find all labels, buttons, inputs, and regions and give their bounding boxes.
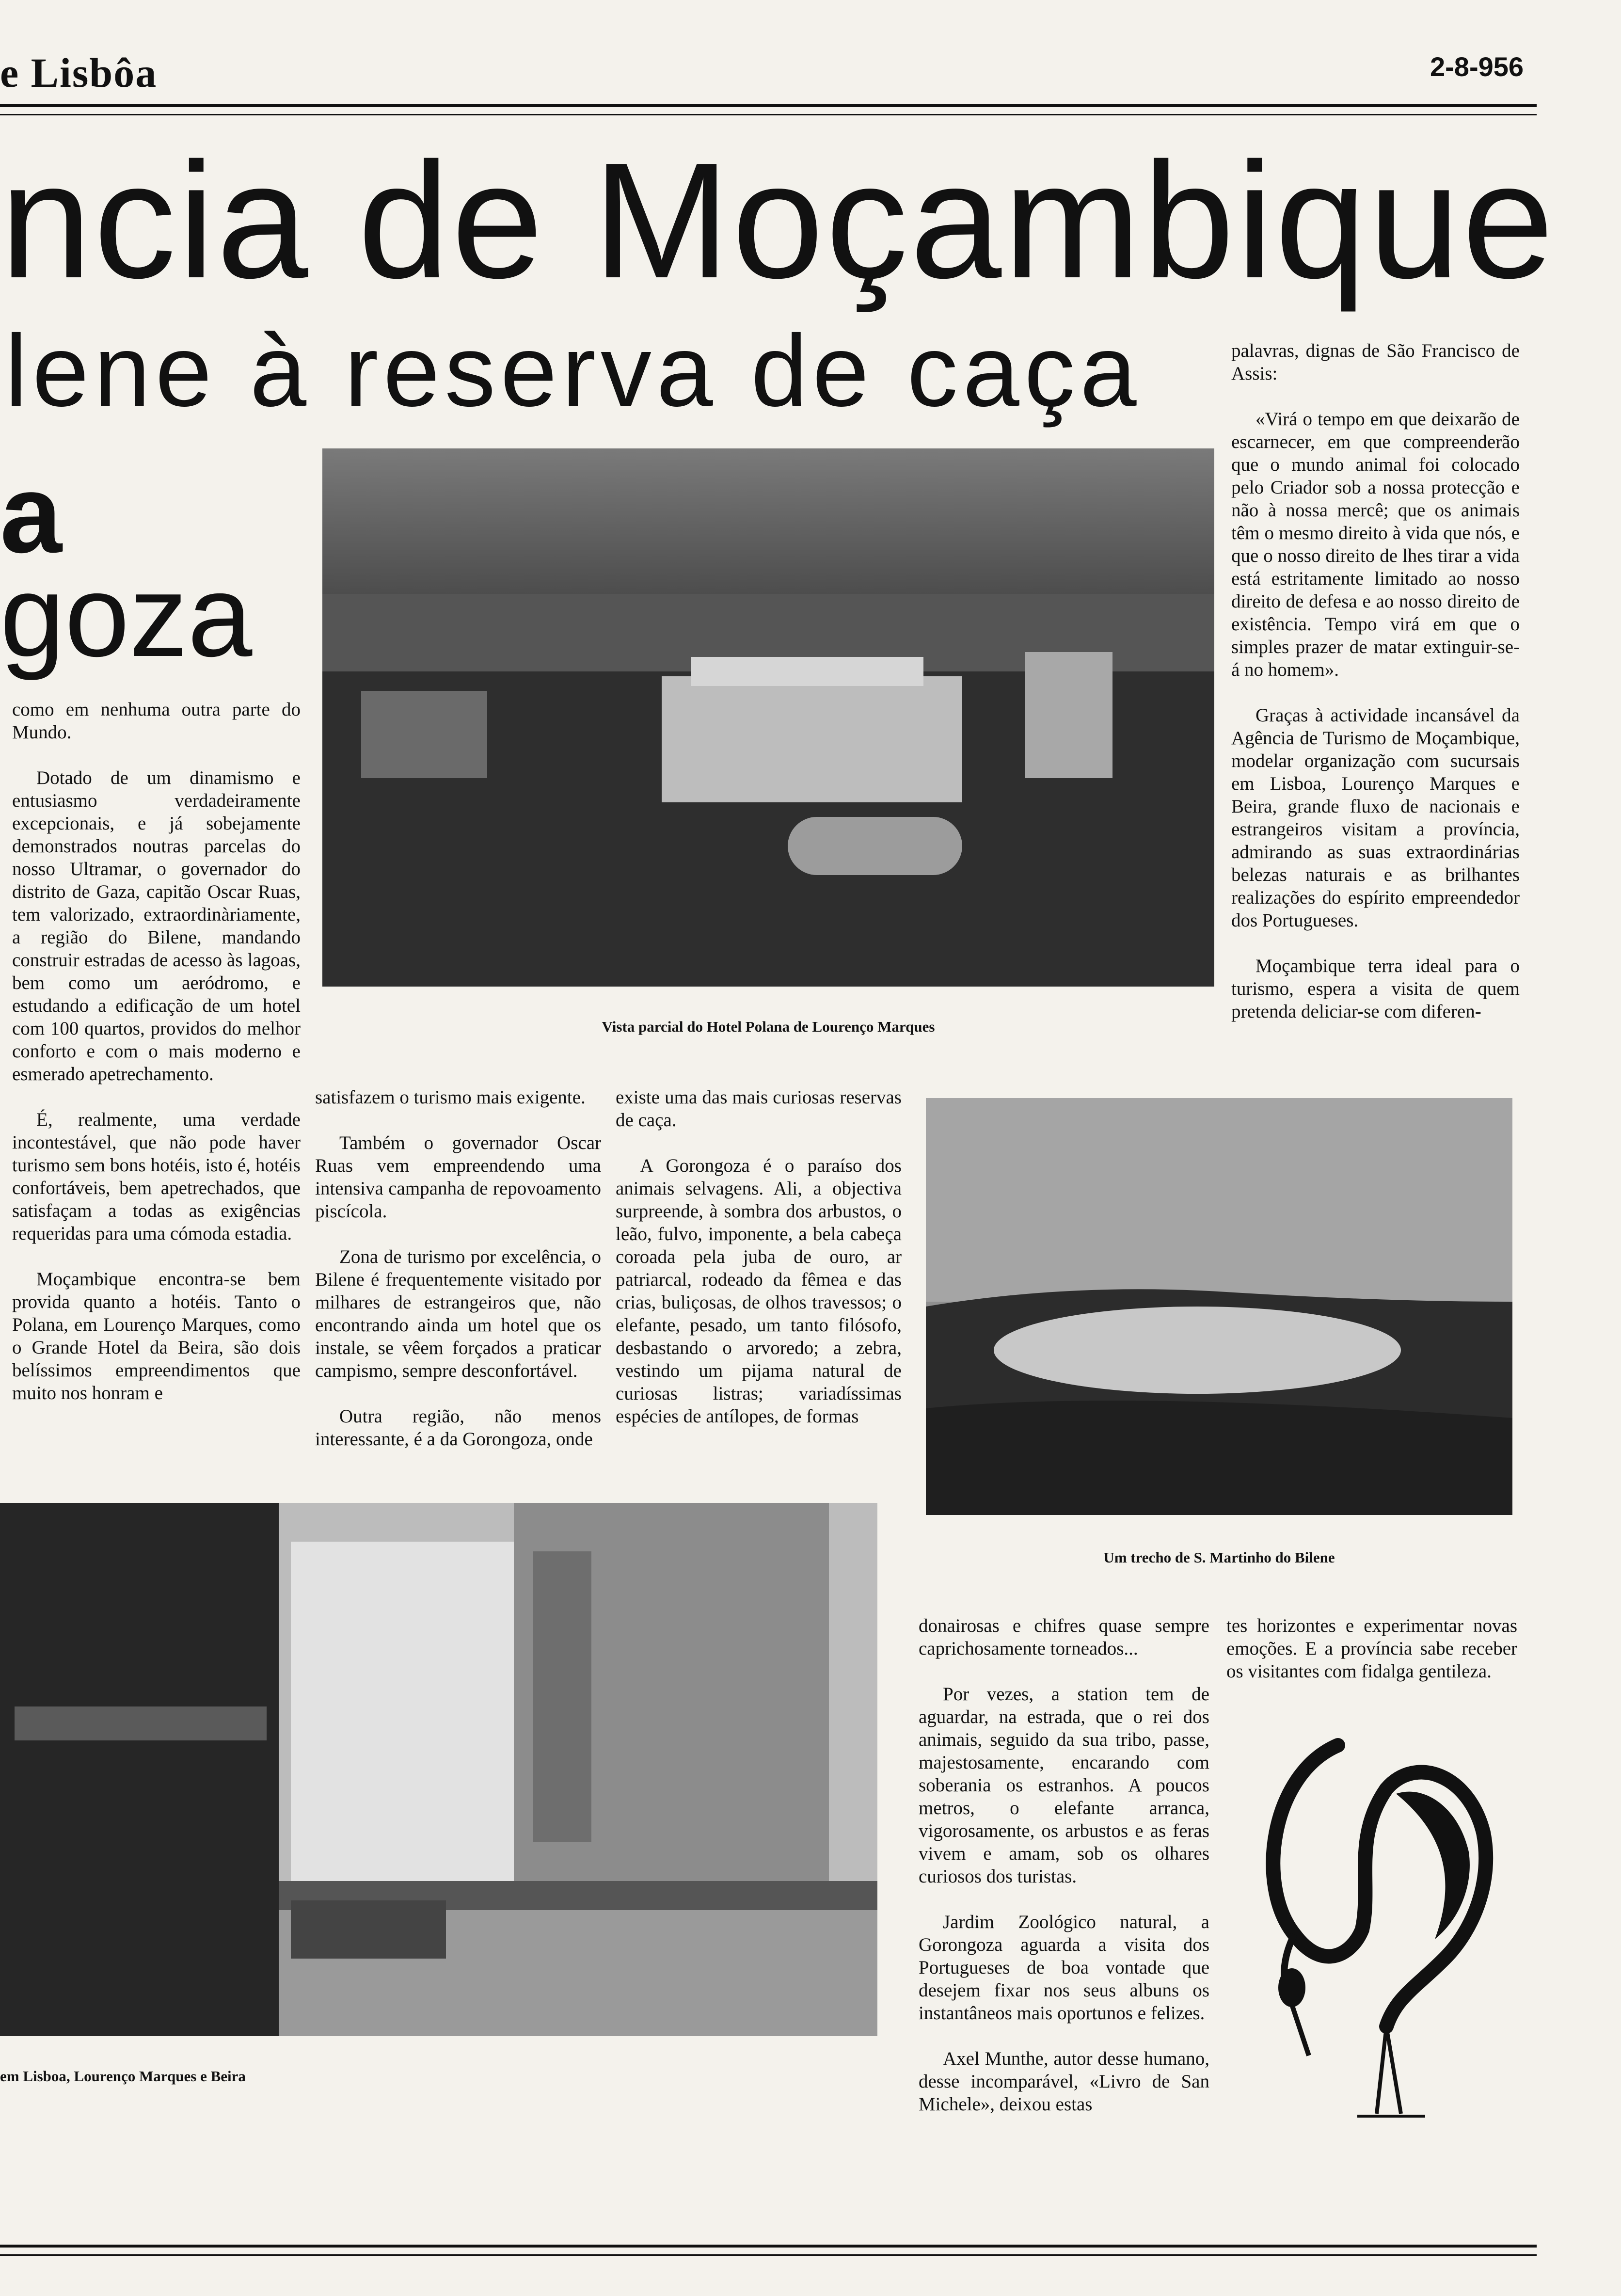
col3-paragraph-2: A Gorongoza é o paraíso dos animais selvagens. Ali, a objectiva surpreende, à sombra dos arbustos, o leão, fulvo, imponente, a bela cabeça coroada pela juba de ouro, ar patriarcal, rodeado da fêmea e das crias, buliçosas, de olhos travessos; o elefante, pesado, um tanto filósofo, desbastando o arvoredo; a zebra, vestindo um pijama natural de curiosas listras; variadíssimas espécies de antílopes, de formas <box>616 1155 902 1427</box>
right-paragraph-3: Graças à actividade incansável da Agência de Turismo de Moçambique, modelar organização com sucursais em Lisboa, Lourenço Marques e Beira, grande fluxo de nacionais e estrangeiros visitam a província, admirando as suas extraordinárias belezas naturais e as brilhantes realizações do espírito empreendedor dos Portugueses. <box>1231 705 1520 931</box>
col1-paragraph-4: Moçambique encontra-se bem provida quanto a hotéis. Tanto o Polana, em Lourenço Marques, como o Grande Hotel da Beira, são dois belíssimos empreendimentos que muito nos honram e <box>12 1269 301 1403</box>
header-rule <box>0 104 1537 107</box>
headline-line-2: lene à reserva de caça <box>5 314 1142 428</box>
col1-paragraph-2: Dotado de um dinamismo e entusiasmo verdadeiramente excepcionais, e já sobejamente demonstrados noutras parcelas do nosso Ultramar, o governador do distrito de Gaza, capitão Oscar Ruas, tem valorizado, extraordinàriamente, a região do Bilene, mandando construir estradas de acesso às lagoas, bem como um aeródromo, e estudando a edificação de um hotel com 100 quartos, providos do melhor conforto e com o mais moderno e esmerado apetrechamento. <box>12 767 301 1084</box>
offices-photo <box>0 1503 877 2036</box>
col2-paragraph-4: Outra região, não menos interessante, é a da Gorongoza, onde <box>315 1406 601 1450</box>
col1-paragraph-3: É, realmente, uma verdade incontestável, que não pode haver turismo sem bons hotéis, isto é, hotéis confortáveis, bem apetrechados, que satisfaçam a todas as exigências requeridas para uma cómoda estadia. <box>12 1109 301 1244</box>
article-column-3 <box>616 1086 902 1451</box>
offices-photo-caption: em Lisboa, Lourenço Marques e Beira <box>0 2068 246 2085</box>
article-column-2 <box>315 1086 601 1473</box>
article-column-1 <box>12 698 301 1427</box>
issue-date: 2-8-956 <box>1430 51 1524 82</box>
col2-paragraph-3: Zona de turismo por excelência, o Bilene é frequentemente visitado por milhares de estrangeiros que, não encontrando ainda um hotel que os instale, se vêem forçados a praticar campismo, sempre desconfortável. <box>315 1246 601 1381</box>
hotel-polana-photo <box>322 448 1214 987</box>
headline-line-1: ncia de Moçambique <box>0 128 1556 313</box>
bird-illustration <box>1241 1726 1503 2128</box>
bottom1-paragraph-1: donairosas e chifres quase sempre caprichosamente torneados... <box>919 1615 1209 1659</box>
col1-paragraph-1: como em nenhuma outra parte do Mundo. <box>12 699 301 743</box>
hotel-polana-illustration <box>322 448 1214 987</box>
col3-paragraph-1: existe uma das mais curiosas reservas de caça. <box>616 1087 902 1131</box>
header-rule-thin <box>0 114 1537 115</box>
footer-rule <box>0 2245 1537 2248</box>
masthead: e Lisbôa <box>0 49 158 96</box>
hotel-photo-caption: Vista parcial do Hotel Polana de Lourenço Marques <box>602 1018 935 1035</box>
headline-line-4: goza <box>0 551 253 681</box>
headline-line-3: a <box>0 451 62 576</box>
bilene-photo <box>926 1098 1512 1515</box>
col2-paragraph-1: satisfazem o turismo mais exigente. <box>315 1087 586 1108</box>
bilene-lagoon-illustration <box>926 1098 1512 1515</box>
right-paragraph-2: «Virá o tempo em que deixarão de escarnecer, em que compreenderão que o mundo animal foi colocado pelo Criador sob a nossa protecção e não à nossa mercê; que os animais têm o mesmo direito à vida que nós, e que o nosso direito de lhes tirar a vida está estritamente limitado ao nosso direito de defesa e ao nosso direito de existência. Tempo virá em que o simples prazer de matar extinguir-se-á no homem». <box>1231 409 1520 680</box>
bottom1-paragraph-2: Por vezes, a station tem de aguardar, na estrada, que o rei dos animais, seguido da sua tribo, passe, majestosamente, encarando com soberania os estranhos. A poucos metros, o elefante arranca, vigorosamente, os arbustos e as feras vivem e amam, sob os olhares curiosos dos turistas. <box>919 1684 1209 1887</box>
bottom1-paragraph-3: Jardim Zoológico natural, a Gorongoza aguarda a visita dos Portugueses de boa vontade que desejem fixar nos seus albuns os instantâneos mais oportunos e felizes. <box>919 1912 1209 2024</box>
bird-drawing <box>1241 1726 1503 2128</box>
right-paragraph-1: palavras, dignas de São Francisco de Assis: <box>1231 340 1520 384</box>
right-paragraph-4: Moçambique terra ideal para o turismo, espera a visita de quem pretenda deliciar-se com diferen- <box>1231 956 1520 1022</box>
col2-paragraph-2: Também o governador Oscar Ruas vem empreendendo uma intensiva campanha de repovoamento piscícola. <box>315 1132 601 1222</box>
article-column-bottom-2 <box>1226 1614 1517 1706</box>
bottom2-paragraph-1: tes horizontes e experimentar novas emoções. E a província sabe receber os visitantes com fidalga gentileza. <box>1226 1615 1517 1682</box>
footer-rule-thin <box>0 2254 1537 2256</box>
bottom1-paragraph-4: Axel Munthe, autor desse humano, desse incomparável, «Livro de San Michele», deixou estas <box>919 2048 1209 2115</box>
article-column-right <box>1231 339 1520 1046</box>
article-column-bottom-1 <box>919 1614 1209 2138</box>
bilene-photo-caption: Um trecho de S. Martinho do Bilene <box>1103 1549 1335 1566</box>
offices-buildings-illustration <box>0 1503 877 2036</box>
